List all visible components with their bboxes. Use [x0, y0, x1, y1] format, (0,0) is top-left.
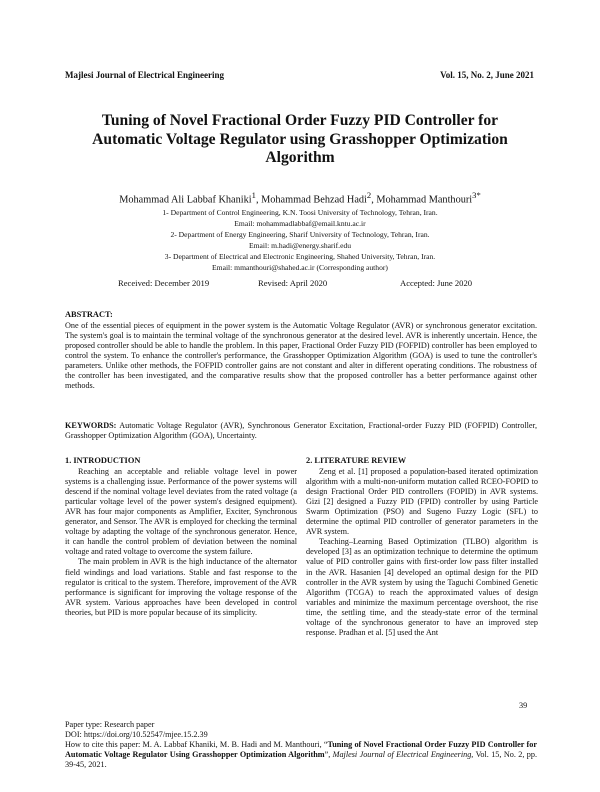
affiliation-line: 2- Department of Energy Engineering, Sharif University of Technology, Tehran, Iran.	[170, 230, 430, 239]
author-name: Mohammad Behzad Hadi	[261, 194, 367, 206]
affiliation-line: 3- Department of Electrical and Electronic Engineering, Shahed University, Tehran, Iran.	[164, 252, 436, 261]
cite-title: Tuning of Novel Fractional Order Fuzzy PID Controller for Automatic Voltage Regulator Using Grasshopper Optimization Algorithm	[65, 740, 537, 760]
keywords	[65, 421, 537, 441]
affiliation-email[interactable]: Email: mmanthouri@shahed.ac.ir (Corresponding author)	[212, 263, 388, 272]
body-paragraph: Reaching an acceptable and reliable voltage level in power systems is a challenging issue. Performance of the power systems will descend if the nominal voltage level deviates from the rated voltage (a particular voltage level of the power system's designed equipment). AVR has four major components as Amplifier, Exciter, Synchronous generator, and Sensor. The AVR is employed for checking the terminal voltage by adapting the voltage of the synchronous generator. Hence, it can handle the control problem of deviation between the nominal voltage and rated voltage to overcome the system failure.	[65, 467, 297, 557]
left-column	[65, 456, 297, 618]
author-list: Mohammad Ali Labbaf Khaniki$^1$, Mohammad Behzad Hadi$^2$, Mohammad Manthouri$^{3*}$	[119, 190, 481, 206]
author-affil-mark: 1	[251, 190, 256, 200]
affiliation-email[interactable]: Email: mohammadlabbaf@email.kntu.ac.ir	[234, 219, 366, 228]
how-to-cite	[65, 740, 537, 770]
cite-suffix: , Vol. 15, No. 2, pp. 39-45, 2021.	[65, 750, 537, 770]
author-affil-mark: 2	[366, 190, 372, 200]
volume-info: Vol. 15, No. 2, June 2021	[440, 70, 534, 80]
cite-mid: ”,	[324, 750, 333, 760]
page-number: 39	[519, 701, 528, 710]
cite-journal: Majlesi Journal of Electrical Engineering	[332, 750, 472, 760]
right-column	[306, 456, 538, 638]
body-paragraph: Zeng et al. [1] proposed a population-based iterated optimization algorithm with a multi-non-uniform mutation called RCEO-FOPID to design Fractional Order PID controllers (FOPID) in AVR systems. Gizi [2] designed a Fuzzy PID (FPID) controller by using Particle Swarm Optimization (PSO) and Sugeno Fuzzy Logic (SFL) to determine the optimal PID controller of generator parameters in the AVR system.	[306, 467, 538, 537]
affiliation-email[interactable]: Email: m.hadi@energy.sharif.edu	[248, 241, 352, 250]
abstract-text: One of the essential pieces of equipment in the power system is the Automatic Voltage Regulator (AVR) or synchronous generator excitation. The system's goal is to maintain the terminal voltage of the synchronous generator at the desired level. AVR is inherently uncertain. Hence, the proposed controller should be able to handle the problem. In this paper, Fractional Order Fuzzy PID (FOFPID) controller has been employed to control the system. To enhance the controller's performance, the Grasshopper Optimization Algorithm (GOA) is used to tune the controller's parameters. Unlike other methods, the FOFPID controller gains are not constant and alter in different operating conditions. The robustness of the controller has been investigated, and the comparative results show that the proposed controller has a better performance against other methods.	[65, 321, 537, 391]
footer-citation	[65, 720, 537, 770]
received-date: Received: December 2019	[118, 278, 210, 288]
revised-date: Revised: April 2020	[258, 278, 328, 288]
cite-prefix: How to cite this paper: M. A. Labbaf Khaniki, M. B. Hadi and M. Manthouri, “	[65, 740, 328, 750]
keywords-text: Automatic Voltage Regulator (AVR), Synchronous Generator Excitation, Fractional-order Fuzzy PID (FOFPID) Controller, Grasshopper Optimization Algorithm (GOA), Uncertainty.	[65, 421, 537, 441]
journal-name: Majlesi Journal of Electrical Engineering	[65, 70, 224, 80]
paper-title: Tuning of Novel Fractional Order Fuzzy PID Controller for Automatic Voltage Regulator using Grasshopper Optimization Algorithm	[92, 112, 508, 166]
keywords-label: KEYWORDS:	[65, 421, 117, 430]
affiliations	[60, 207, 540, 273]
author-name: Mohammad Manthouri	[376, 194, 473, 206]
section-heading-introduction: 1. INTRODUCTION	[65, 456, 141, 465]
body-paragraph: The main problem in AVR is the high inductance of the alternator field windings and load variations. Stable and fast response to the regulator is critical to the system. Therefore, improvement of the AVR performance is significant for improving the voltage response of the AVR system. Various approaches have been developed in control theories, but PID is more popular because of its simplicity.	[65, 557, 297, 617]
author-name: Mohammad Ali Labbaf Khaniki	[119, 194, 252, 206]
paper-type: Paper type: Research paper	[65, 720, 155, 729]
accepted-date: Accepted: June 2020	[400, 278, 473, 288]
abstract-heading: ABSTRACT:	[65, 310, 113, 319]
doi-link[interactable]: DOI: https://doi.org/10.52547/mjee.15.2.39	[65, 730, 208, 740]
author-affil-mark: 3*	[472, 190, 481, 200]
body-paragraph: Teaching–Learning Based Optimization (TLBO) algorithm is developed [3] as an optimization technique to determine the optimum value of PID controller gains with first-order low pass filter installed in the AVR. Hasanien [4] developed an optimal design for the PID controller in the AVR system by using the Taguchi Combined Genetic Algorithm (TCGA) to reach the approximated values of design variables and minimize the maximum percentage overshoot, the rise time, the settling time, and the steady-state error of the terminal voltage of the synchronous generator to have an improved step response. Pradhan et al. [5] used the Ant	[306, 537, 538, 637]
affiliation-line: 1- Department of Control Engineering, K.N. Toosi University of Technology, Tehran, Iran.	[162, 208, 438, 217]
section-heading-literature-review: 2. LITERATURE REVIEW	[306, 456, 407, 465]
